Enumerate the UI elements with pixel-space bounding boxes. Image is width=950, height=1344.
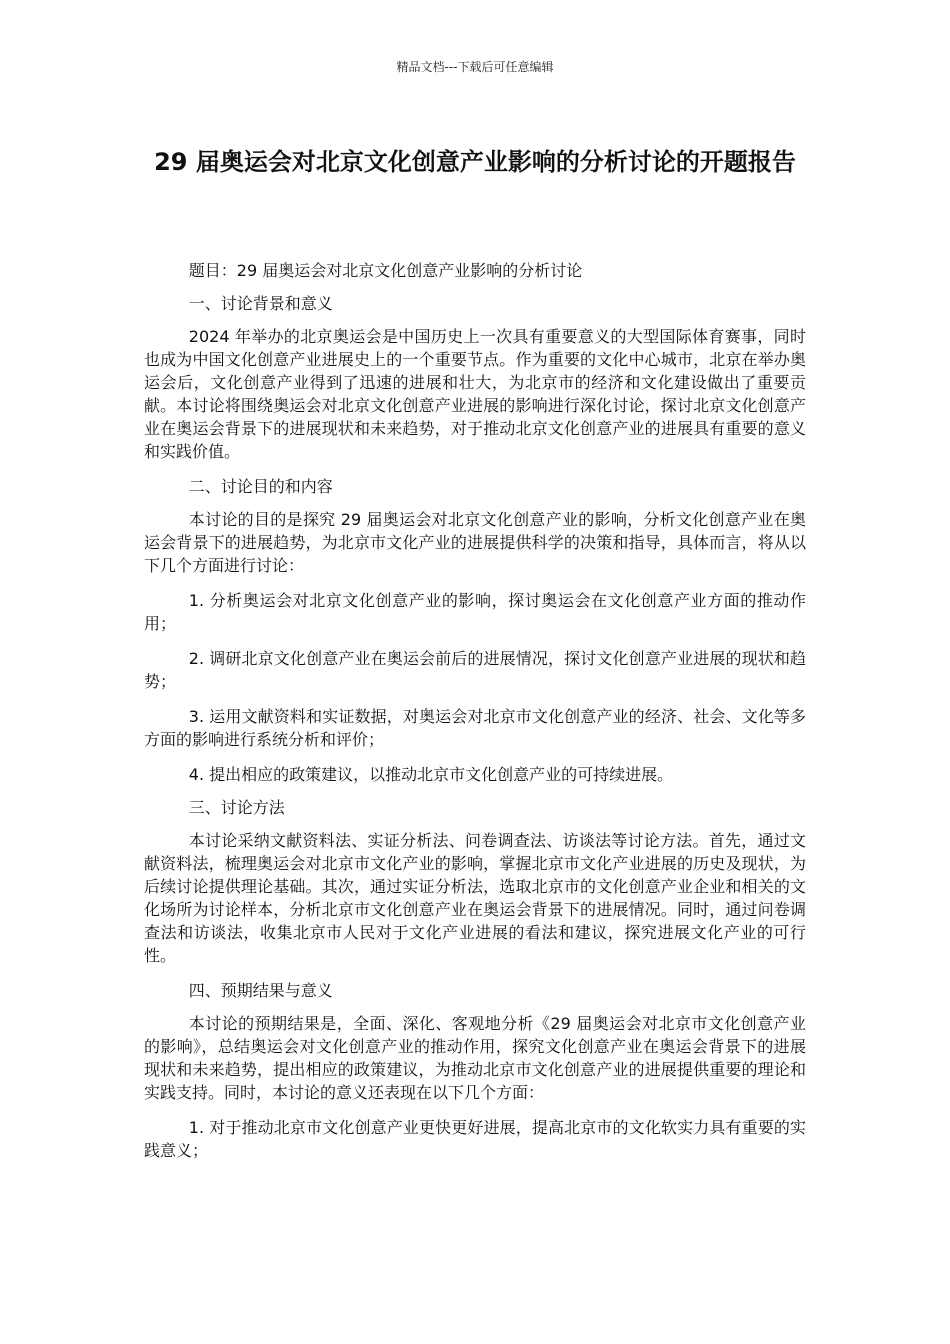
- background-paragraph: 2024 年举办的北京奥运会是中国历史上一次具有重要意义的大型国际体育赛事，同时也成为中国文化创意产业进展史上的一个重要节点。作为重要的文化中心城市，北京在举办奥运会后，文化创意产业得到了迅速的进展和壮大，为北京市的经济和文化建设做出了重要贡献。本讨论将围绕奥运会对北京文化创意产业进展的影响进行深化讨论，探讨北京文化创意产业在奥运会背景下的进展现状和未来趋势，对于推动北京文化创意产业的进展具有重要的意义和实践价值。: [144, 327, 806, 461]
- header-note: 精品文档---下载后可任意编辑: [396, 60, 554, 74]
- purpose-item-2: 2. 调研北京文化创意产业在奥运会前后的进展情况，探讨文化创意产业进展的现状和趋势；: [144, 649, 806, 691]
- section-heading-purpose: 二、讨论目的和内容: [188, 477, 333, 496]
- purpose-item-3: 3. 运用文献资料和实证数据，对奥运会对北京市文化创意产业的经济、社会、文化等多方面的影响进行系统分析和评价；: [144, 707, 806, 749]
- methods-paragraph: 本讨论采纳文献资料法、实证分析法、问卷调查法、访谈法等讨论方法。首先，通过文献资料法，梳理奥运会对北京市文化产业的影响，掌握北京市文化产业进展的历史及现状，为后续讨论提供理论基础。其次，通过实证分析法，选取北京市的文化创意产业企业和相关的文化场所为讨论样本，分析北京市文化创意产业在奥运会背景下的进展情况。同时，通过问卷调查法和访谈法，收集北京市人民对于文化产业进展的看法和建议，探究进展文化产业的可行性。: [144, 831, 806, 965]
- document-title: 29 届奥运会对北京文化创意产业影响的分析讨论的开题报告: [154, 148, 796, 176]
- purpose-item-1: 1. 分析奥运会对北京文化创意产业的影响，探讨奥运会在文化创意产业方面的推动作用；: [144, 591, 806, 633]
- purpose-item-4: 4. 提出相应的政策建议，以推动北京市文化创意产业的可持续进展。: [188, 765, 674, 784]
- document-body: [144, 259, 806, 1174]
- topic-line: 题目：29 届奥运会对北京文化创意产业影响的分析讨论: [188, 261, 583, 280]
- section-heading-methods: 三、讨论方法: [188, 798, 285, 817]
- section-heading-background: 一、讨论背景和意义: [188, 294, 333, 313]
- results-item-1: 1. 对于推动北京市文化创意产业更快更好进展，提高北京市的文化软实力具有重要的实践意义；: [144, 1118, 806, 1160]
- purpose-paragraph: 本讨论的目的是探究 29 届奥运会对北京文化创意产业的影响，分析文化创意产业在奥运会背景下的进展趋势，为北京市文化产业的进展提供科学的决策和指导，具体而言，将从以下几个方面进行讨论：: [144, 510, 806, 575]
- section-heading-results: 四、预期结果与意义: [188, 981, 333, 1000]
- results-paragraph: 本讨论的预期结果是，全面、深化、客观地分析《29 届奥运会对北京市文化创意产业的影响》，总结奥运会对文化创意产业的推动作用，探究文化创意产业在奥运会背景下的进展现状和未来趋势，提出相应的政策建议，为推动北京市文化创意产业的进展提供重要的理论和实践支持。同时，本讨论的意义还表现在以下几个方面：: [144, 1014, 806, 1102]
